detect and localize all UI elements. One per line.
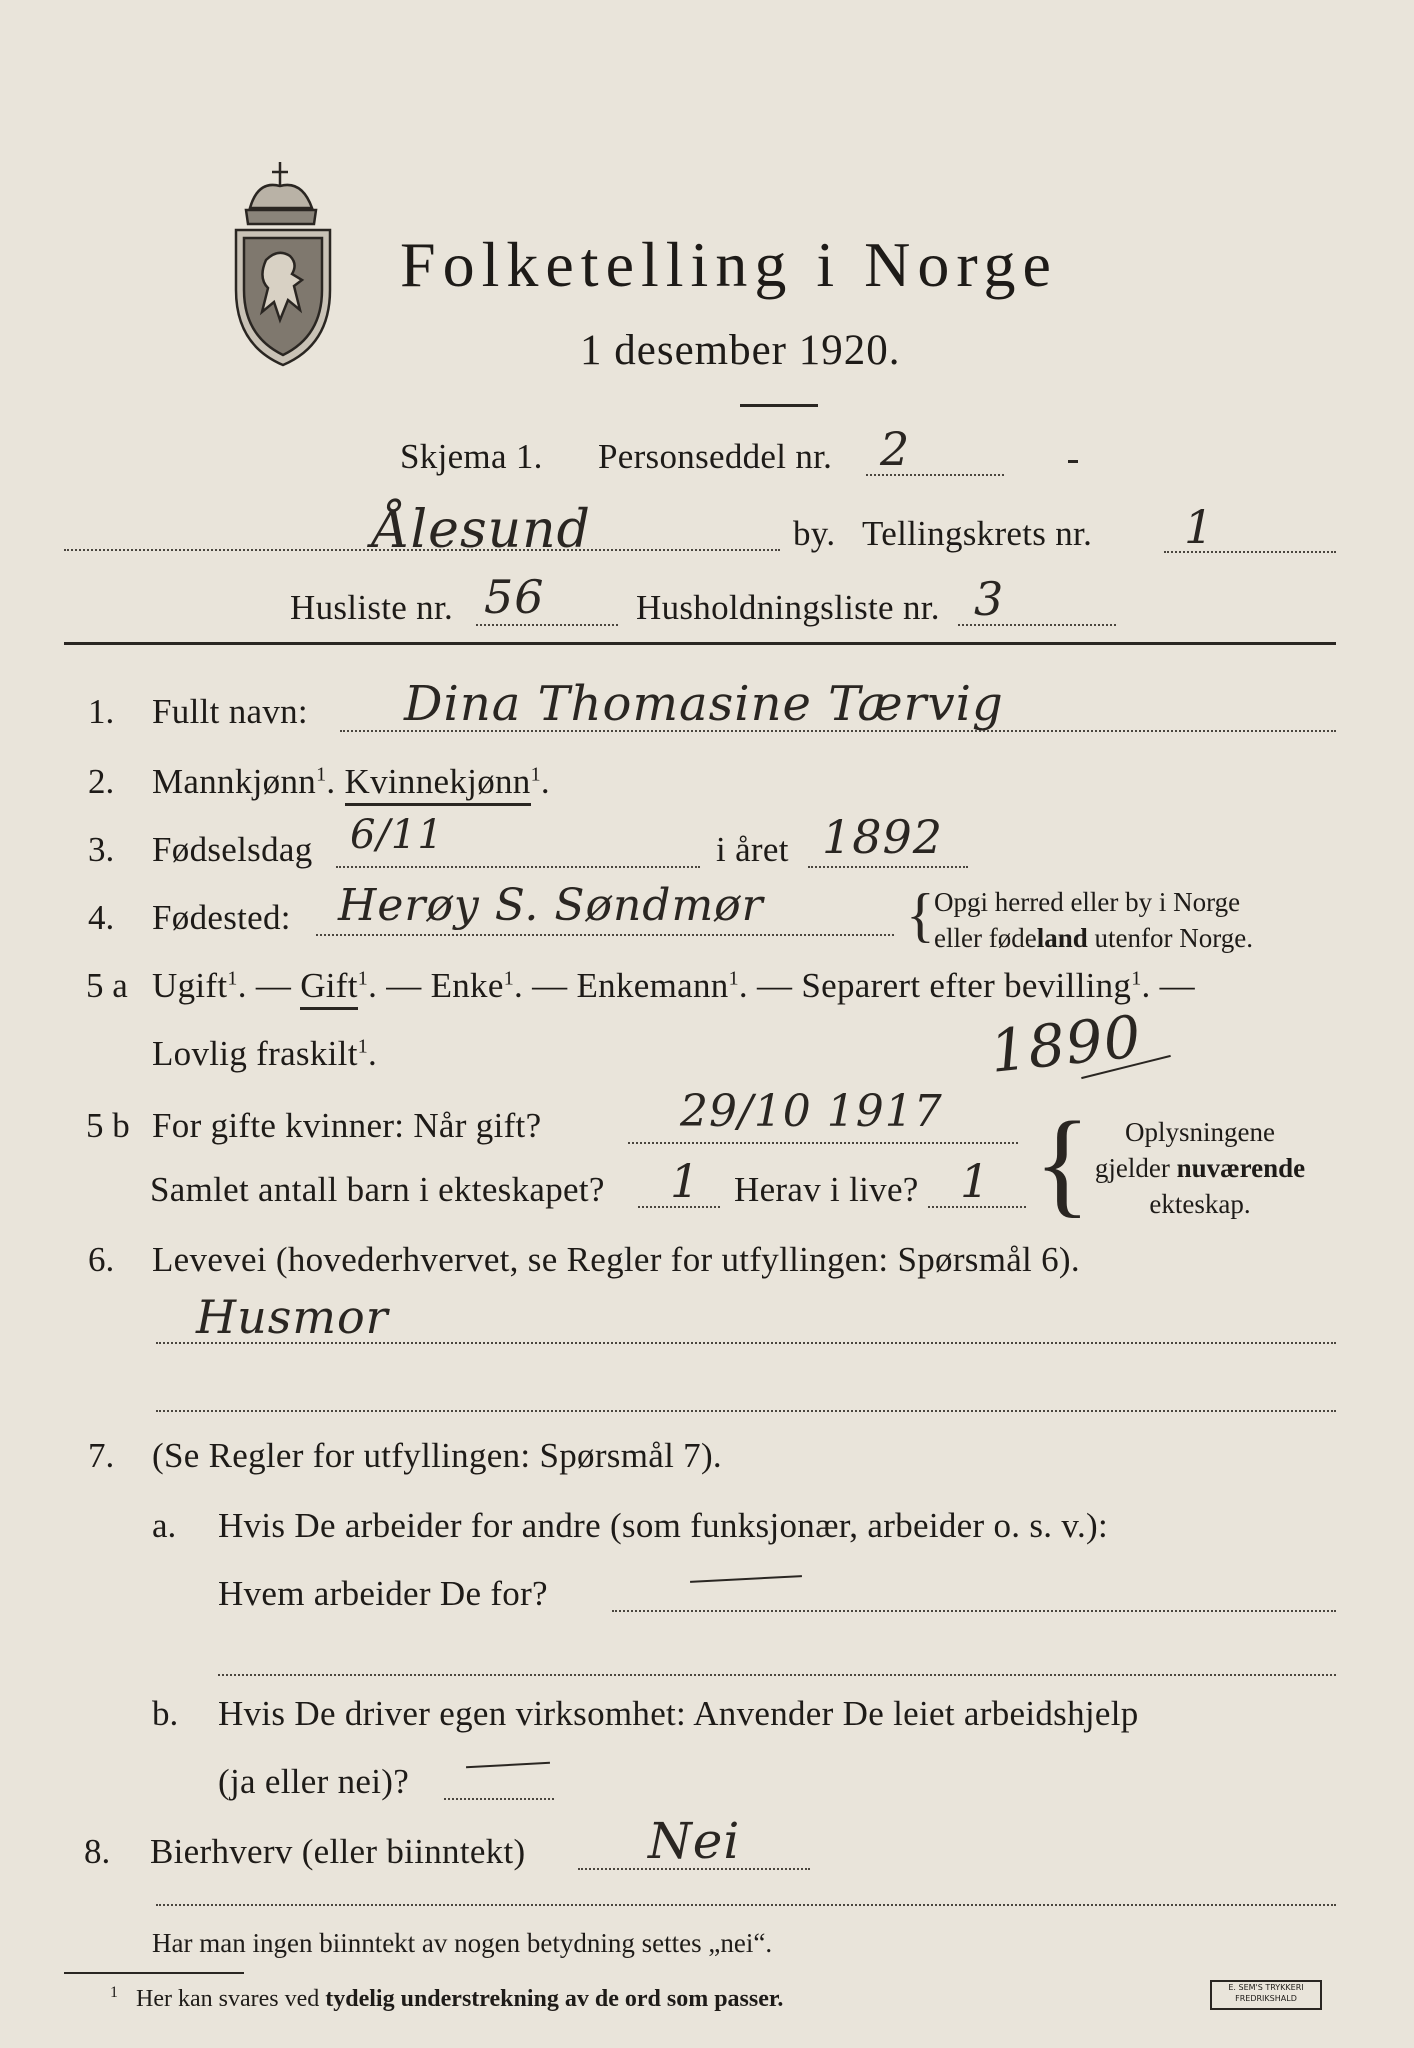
side-income-note: Har man ingen biinntekt av nogen betydning settes „nei“.	[152, 1928, 773, 1958]
married-when-value[interactable]: 29/10 1917	[680, 1086, 943, 1137]
employer-field[interactable]	[612, 1610, 1336, 1612]
children-total-value[interactable]: 1	[670, 1154, 701, 1208]
husholdning-value[interactable]: 3	[974, 572, 1005, 626]
birth-year-value[interactable]: 1892	[822, 810, 944, 864]
schema-label: Skjema 1.	[400, 437, 543, 476]
q7a-question: Hvis De arbeider for andre (som funksjonær, arbeider o. s. v.):	[218, 1506, 1108, 1545]
husliste-label: Husliste nr.	[290, 588, 454, 627]
husliste-value[interactable]: 56	[484, 570, 545, 624]
husholdning-label: Husholdningsliste nr.	[636, 588, 940, 627]
side-income-value[interactable]: Nei	[648, 1812, 741, 1870]
marital-status-options: Ugift$^1$. — Gift$^1$. — Enke$^1$. — Enkemann$^1$. — Separert efter bevilling$^1$. —	[152, 966, 1195, 1006]
tellingskrets-value[interactable]: 1	[1184, 500, 1215, 554]
birth-year-label: i året	[716, 830, 789, 869]
employer-label: Hvem arbeider De for?	[218, 1574, 548, 1613]
birthplace-label: Fødested:	[152, 898, 291, 937]
coat-of-arms-icon	[228, 160, 346, 370]
sex-options: Mannkjønn$^1$. Kvinnekjønn$^1$.	[152, 762, 550, 802]
option-kvinnekjonn-selected[interactable]: Kvinnekjønn	[345, 762, 531, 806]
census-form: Folketelling i Norge 1 desember 1920. Skjema 1. Personseddel nr. 2 Ålesund by. Tellingskrets nr. 1 Husliste nr. 56 Husholdningsliste nr. 3 1. Fullt navn: Dina Thomasine Tærvig 2. Mannkjønn$^1$. Kvinnekjønn$^1$. 3. Fødselsdag 6/11 i året 1892 4. Fødested: Herøy S. Søndmør { Opgi herred eller by i Norge eller fødeland utenfor Norge. 5 a Ugift$^1$. — Gift$^1$. — Enke$^1$. — Enkemann$^1$. — Separert efter bevilling$^1$. — Lovlig fraskilt$^1$. 1890 5 b For gifte kvinner: Når gift? 29/10 1917 Samlet antall barn i ekteskapet? 1 Herav i live? 1 { Oplysningene gjelder nuværende ekteskap. 6. Levevei (hovederhvervet, se Regler for utfyllingen: Spørsmål 6). Husmor 7. (Se Regler for utfyllingen: Spørsmål 7). a. Hvis De arbeider for andre (som funksjonær, arbeider o. s. v.): Hvem arbeider De for? b. Hvis De driver egen virksomhet: Anvender De leiet arbeidshjelp (ja eller nei)? 8. Bierhverv (eller biinntekt) Nei Har man ingen biinntekt av nogen betydning settes „nei“. $^1$ Her kan svares ved tydelig understrekning av de ord som passer. E. SEM'S TRYKKERI FREDRIKSHALD	[0, 0, 1414, 2048]
option-mannkjonn[interactable]: Mannkjønn	[152, 762, 317, 801]
option-separert[interactable]: Separert efter bevilling	[801, 966, 1132, 1005]
side-income-label: Bierhverv (eller biinntekt)	[150, 1832, 526, 1871]
margin-note-value: 1890	[986, 1002, 1145, 1086]
tellingskrets-label: Tellingskrets nr.	[862, 514, 1093, 553]
option-enke[interactable]: Enke	[430, 966, 504, 1005]
full-name-value[interactable]: Dina Thomasine Tærvig	[404, 676, 1004, 732]
printer-stamp: E. SEM'S TRYKKERI FREDRIKSHALD	[1210, 1980, 1322, 2010]
by-label: by.	[793, 514, 836, 553]
full-name-label: Fullt navn:	[152, 692, 308, 731]
birthplace-note: Opgi herred eller by i Norge eller fødeland utenfor Norge.	[934, 887, 1253, 953]
occupation-label: Levevei (hovederhvervet, se Regler for utfyllingen: Spørsmål 6).	[152, 1240, 1080, 1279]
form-title: Folketelling i Norge	[400, 229, 1058, 300]
children-total-label: Samlet antall barn i ekteskapet?	[150, 1170, 605, 1209]
children-alive-label: Herav i live?	[734, 1170, 919, 1209]
married-when-label: For gifte kvinner: Når gift?	[152, 1106, 542, 1145]
option-gift-selected[interactable]: Gift	[300, 966, 358, 1010]
census-date: 1 desember 1920.	[580, 327, 901, 374]
footnote: $^1$ Her kan svares ved tydelig understrekning av de ord som passer.	[110, 1984, 784, 2012]
city-value[interactable]: Ålesund	[372, 500, 591, 560]
hired-help-field[interactable]	[444, 1798, 554, 1800]
q7-label: (Se Regler for utfyllingen: Spørsmål 7).	[152, 1436, 722, 1475]
birthday-value[interactable]: 6/11	[350, 812, 444, 858]
birthday-label: Fødselsdag	[152, 830, 313, 869]
marriage-note: Oplysningene gjelder nuværende ekteskap.	[1094, 1117, 1306, 1219]
option-enkemann[interactable]: Enkemann	[576, 966, 729, 1005]
personseddel-label: Personseddel nr.	[598, 437, 833, 476]
children-alive-value[interactable]: 1	[960, 1154, 991, 1208]
personseddel-value[interactable]: 2	[880, 422, 911, 476]
title-divider	[740, 404, 818, 407]
q7b-question: Hvis De driver egen virksomhet: Anvender De leiet arbeidshjelp	[218, 1694, 1139, 1733]
option-ugift[interactable]: Ugift	[152, 966, 228, 1005]
hired-help-label: (ja eller nei)?	[218, 1762, 410, 1801]
birthplace-value[interactable]: Herøy S. Søndmør	[338, 880, 764, 931]
occupation-value[interactable]: Husmor	[196, 1290, 389, 1344]
footnote-rule	[64, 1972, 244, 1974]
header-rule	[64, 642, 1336, 645]
option-fraskilt[interactable]: Lovlig fraskilt	[152, 1034, 358, 1073]
